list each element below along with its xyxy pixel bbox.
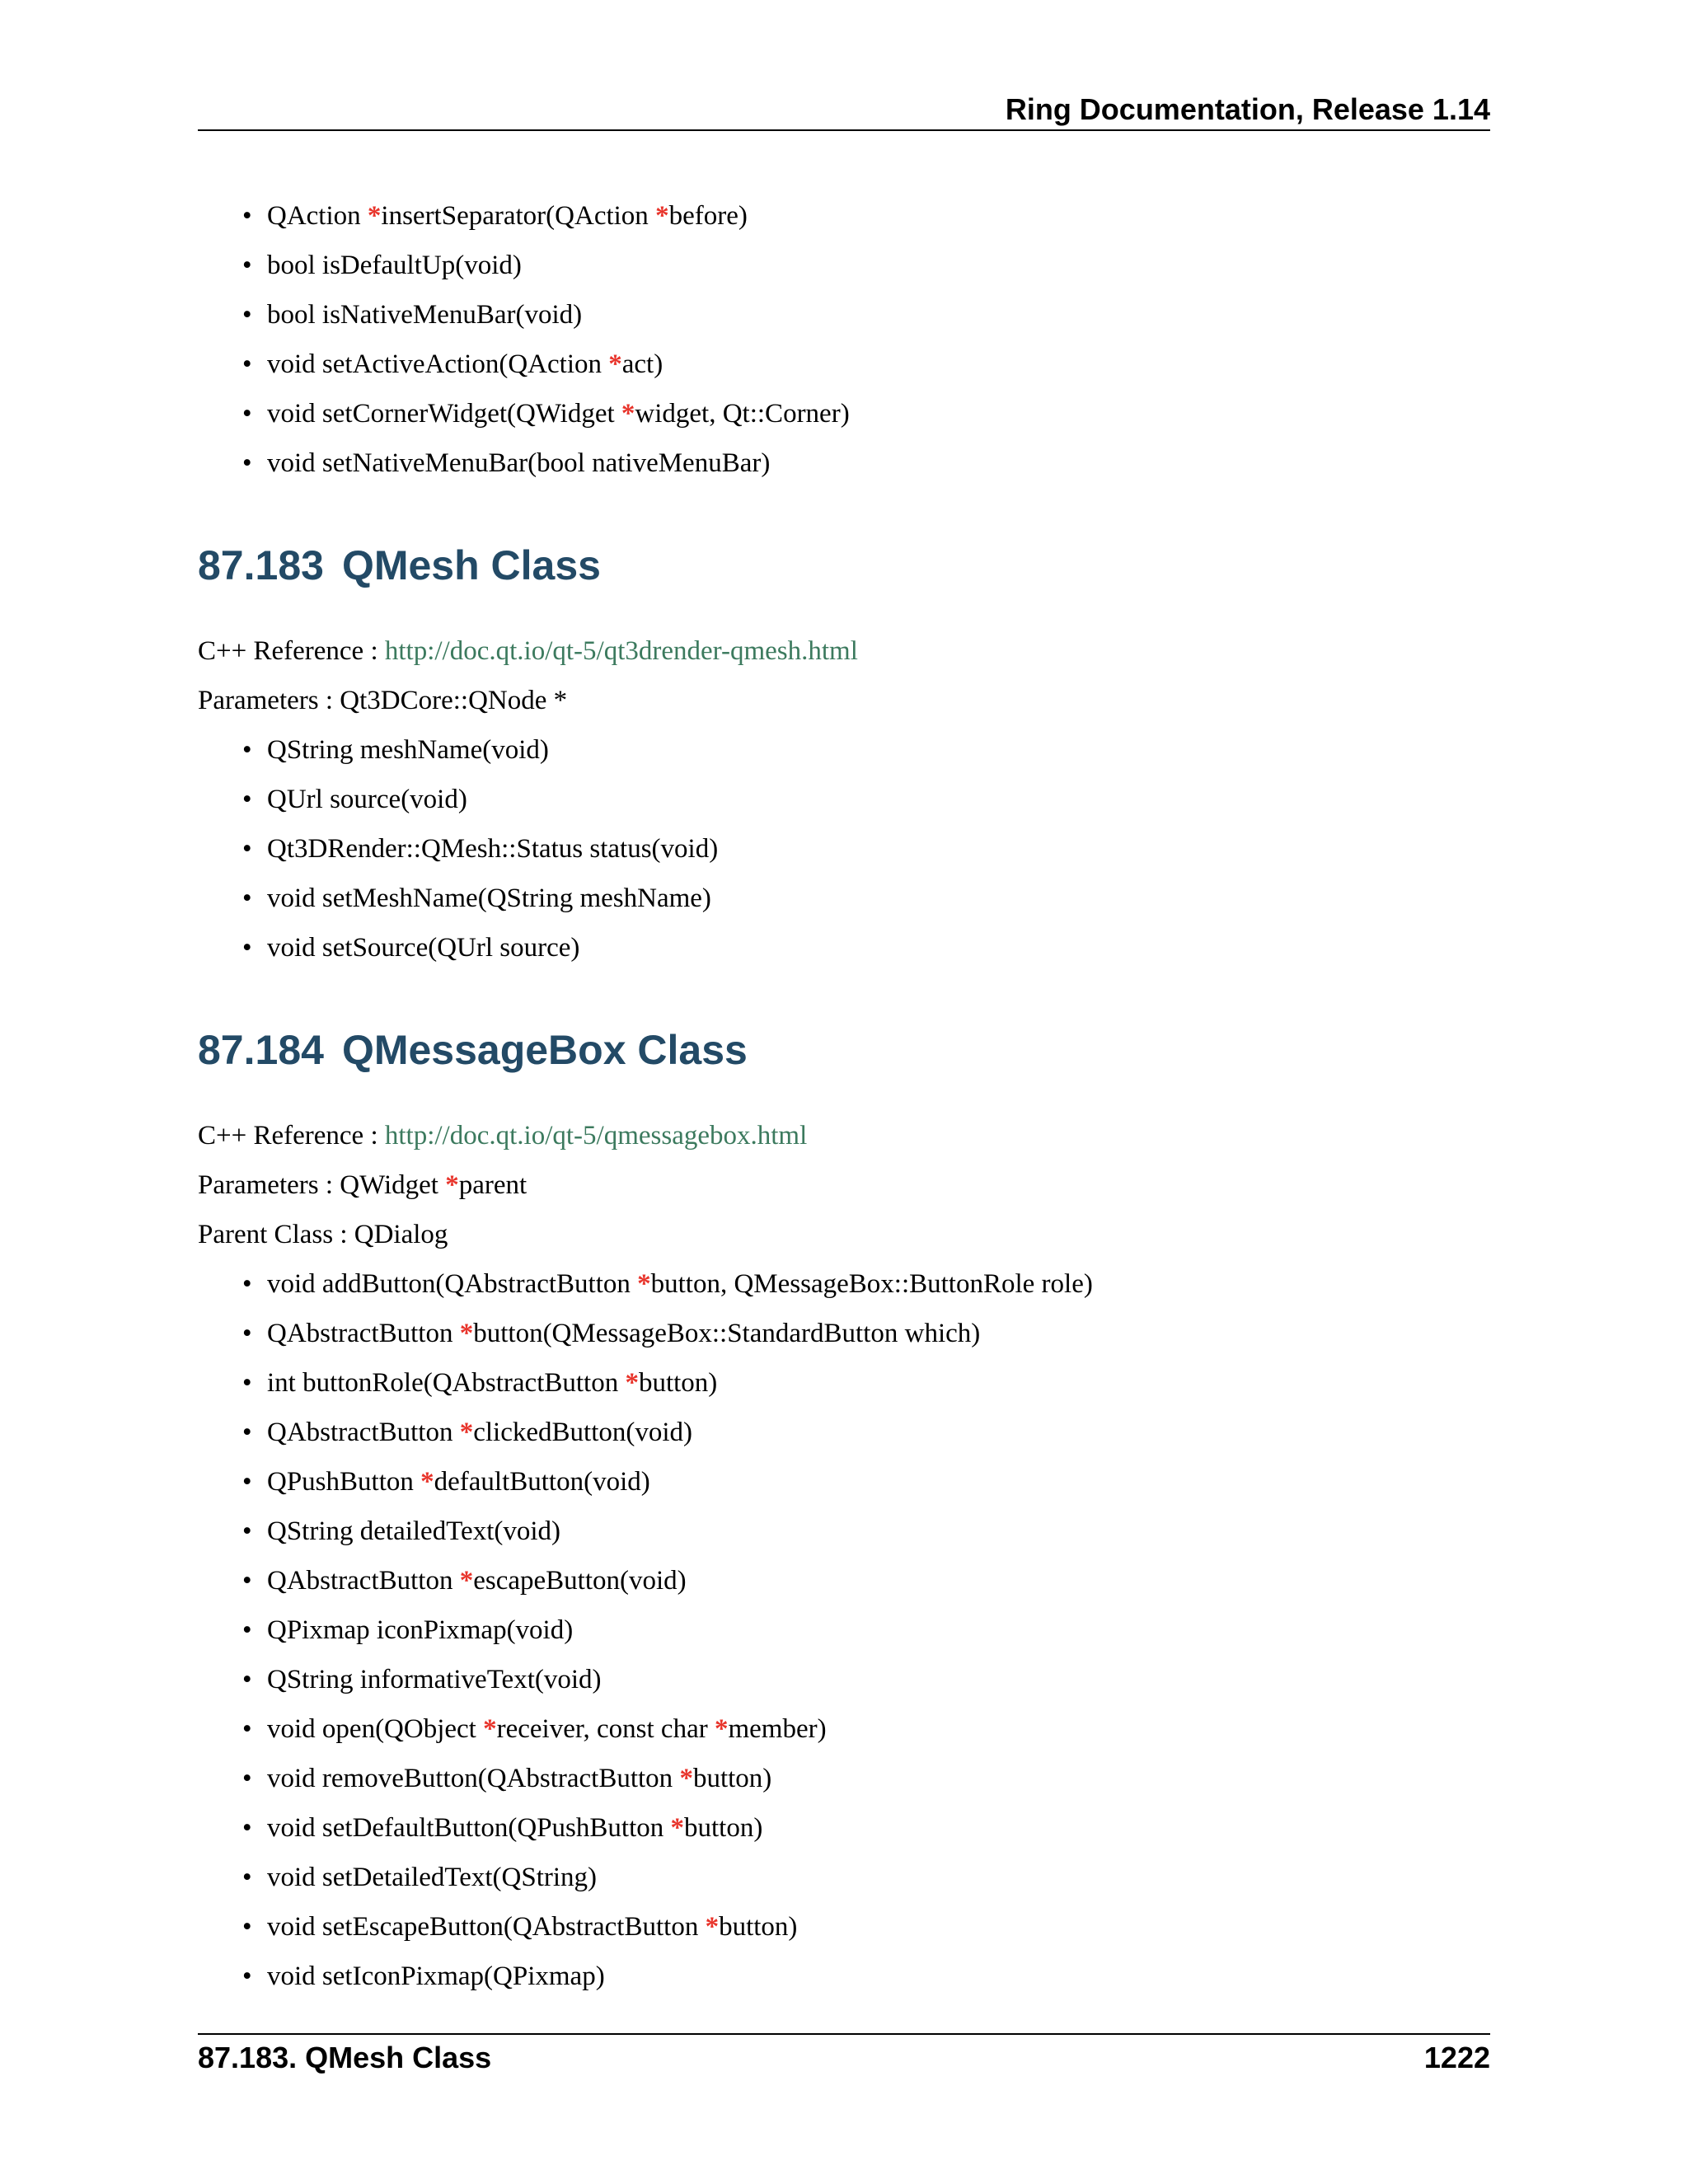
signature-text: bool isNativeMenuBar(void) [267,300,583,330]
parameters-qmesh [198,684,567,717]
signature-text: void setSource(QUrl source) [267,933,580,963]
method-item [267,1515,560,1548]
pointer-asterisk: * [459,1319,474,1348]
method-item [267,1317,980,1350]
section-title: QMessageBox Class [341,1027,748,1073]
method-item [267,397,850,430]
signature-text: insertSeparator(QAction [381,201,656,231]
pointer-asterisk: * [459,1418,474,1447]
method-item [267,199,748,232]
method-item [267,1416,692,1449]
pointer-asterisk: * [621,399,635,429]
signature-text: void setCornerWidget(QWidget [267,399,621,429]
reference-link[interactable]: http://doc.qt.io/qt-5/qt3drender-qmesh.html [384,636,858,666]
signature-text: button) [719,1912,798,1942]
cpp-reference-qmesh [198,635,858,668]
method-item [267,298,582,331]
page-number: 1222 [1423,2041,1490,2074]
method-item [267,1762,771,1795]
footer-section-title: 87.183. QMesh Class [198,2041,492,2074]
signature-text: QString meshName(void) [267,735,549,765]
signature-text: escapeButton(void) [473,1566,687,1596]
signature-text: member) [728,1714,827,1744]
signature-text: void setDefaultButton(QPushButton [267,1813,671,1843]
section-heading-qmesh [198,541,601,590]
method-item [267,1564,687,1597]
signature-text: QAction [267,201,368,231]
signature-text: QString detailedText(void) [267,1516,561,1546]
method-item [267,249,522,282]
running-header: Ring Documentation, Release 1.14 [1005,92,1490,126]
signature-text: void setDetailedText(QString) [267,1863,598,1892]
reference-label: C++ Reference : [198,1121,385,1151]
signature-text: void setMeshName(QString meshName) [267,883,711,913]
pointer-asterisk: * [670,1813,684,1843]
method-item [267,1268,1093,1301]
signature-text: before) [668,201,748,231]
cpp-reference-qmessagebox [198,1119,807,1152]
method-item [267,1811,762,1844]
reference-label: C++ Reference : [198,636,385,666]
parameters-label: Parameters : [198,686,340,715]
signature-text: clickedButton(void) [473,1418,693,1447]
signature-text: QAbstractButton [267,1319,460,1348]
parameters-value [340,1170,527,1200]
section-number: 87.183 [198,542,324,588]
document-page [198,0,1490,2184]
pointer-asterisk: * [608,349,622,379]
signature-text: button) [684,1813,763,1843]
pointer-asterisk: * [637,1269,651,1299]
signature-text: Qt3DRender::QMesh::Status status(void) [267,834,719,864]
signature-text: int buttonRole(QAbstractButton [267,1368,626,1398]
pointer-asterisk: * [420,1467,434,1497]
parent-class-label: Parent Class : [198,1220,354,1249]
pointer-asterisk: * [625,1368,639,1398]
method-item [267,348,663,381]
parameters-qmessagebox [198,1169,527,1202]
signature-text: button) [692,1764,772,1793]
parent-class-value: QDialog [354,1220,448,1249]
method-item [267,783,467,816]
signature-text: parent [458,1170,528,1200]
signature-text: QAbstractButton [267,1566,460,1596]
method-item [267,1663,602,1696]
header-rule [198,129,1490,131]
signature-text: act) [621,349,663,379]
signature-text: bool isDefaultUp(void) [267,251,522,280]
section-heading-qmessagebox [198,1025,748,1075]
footer-rule [198,2033,1490,2035]
signature-text: widget, Qt::Corner) [635,399,850,429]
signature-text: defaultButton(void) [434,1467,650,1497]
method-item [267,832,718,865]
signature-text: QWidget [340,1170,446,1200]
signature-text: void setActiveAction(QAction [267,349,609,379]
signature-text: void setNativeMenuBar(bool nativeMenuBar) [267,448,771,478]
pointer-asterisk: * [483,1714,497,1744]
signature-text: QPushButton [267,1467,421,1497]
parameters-value: Qt3DCore::QNode * [340,686,568,715]
method-item [267,1861,597,1894]
pointer-asterisk: * [714,1714,729,1744]
pointer-asterisk: * [679,1764,693,1793]
signature-text: QAbstractButton [267,1418,460,1447]
method-item [267,1614,573,1647]
method-item [267,733,549,766]
method-item [267,882,711,915]
method-item [267,1465,650,1498]
signature-text: void setEscapeButton(QAbstractButton [267,1912,706,1942]
method-item [267,931,579,964]
section-number: 87.184 [198,1027,324,1073]
pointer-asterisk: * [705,1912,720,1942]
signature-text: QUrl source(void) [267,785,467,814]
method-item [267,1910,797,1943]
signature-text: QString informativeText(void) [267,1665,602,1694]
signature-text: void addButton(QAbstractButton [267,1269,638,1299]
method-item [267,1366,717,1399]
method-item [267,1960,605,1993]
signature-text: button(QMessageBox::StandardButton which) [473,1319,981,1348]
method-item [267,447,770,480]
signature-text: receiver, const char [496,1714,715,1744]
signature-text: button) [638,1368,718,1398]
method-item [267,1713,827,1746]
signature-text: void setIconPixmap(QPixmap) [267,1961,605,1991]
pointer-asterisk: * [367,201,382,231]
parent-class-qmessagebox [198,1218,448,1251]
section-title: QMesh Class [341,542,601,588]
pointer-asterisk: * [459,1566,474,1596]
parameters-label: Parameters : [198,1170,340,1200]
signature-text: void removeButton(QAbstractButton [267,1764,680,1793]
pointer-asterisk: * [655,201,669,231]
reference-link[interactable]: http://doc.qt.io/qt-5/qmessagebox.html [384,1121,808,1151]
signature-text: QPixmap iconPixmap(void) [267,1615,574,1645]
signature-text: void open(QObject [267,1714,484,1744]
pointer-asterisk: * [445,1170,459,1200]
signature-text: button, QMessageBox::ButtonRole role) [650,1269,1093,1299]
